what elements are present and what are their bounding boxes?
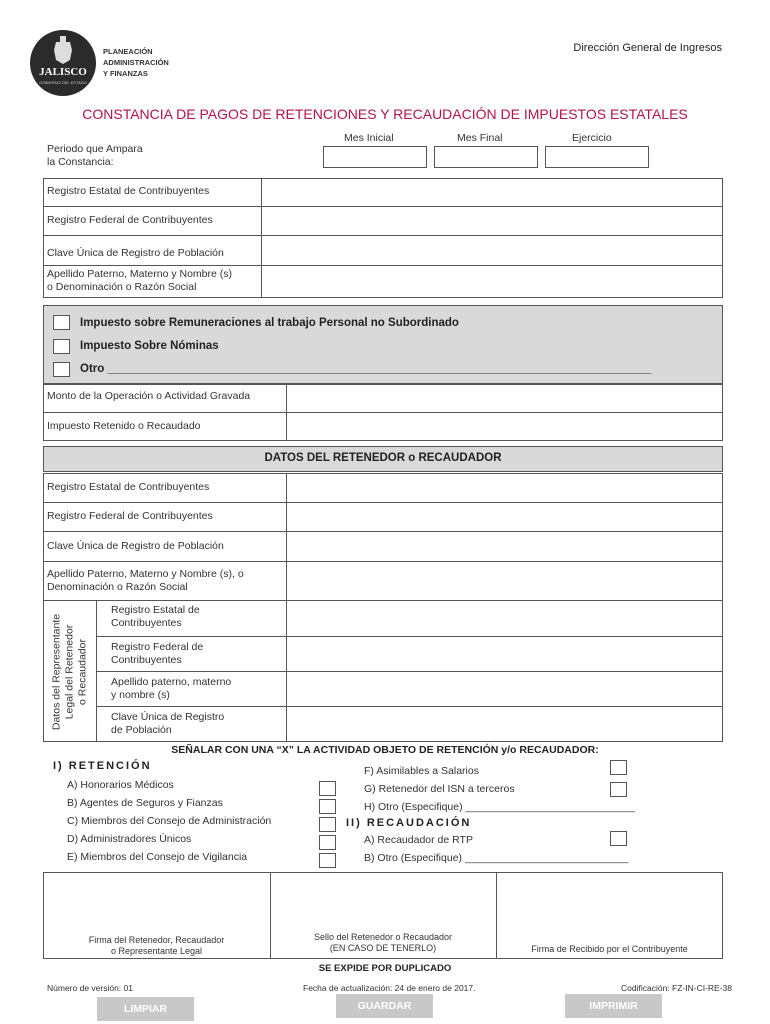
department-name — [103, 46, 169, 79]
imprimir-button[interactable]: IMPRIMIR — [565, 994, 662, 1018]
ret-nombre-label-line: Apellido Paterno, Materno y Nombre (s), o — [47, 568, 244, 580]
option-ra-checkbox[interactable] — [610, 831, 627, 846]
nombre-label — [47, 268, 232, 294]
version-number: Número de versión: 01 — [47, 983, 133, 993]
retenido-label: Impuesto Retenido o Recaudado — [47, 420, 201, 432]
mes-final-field[interactable] — [434, 146, 538, 168]
dept-line: ADMINISTRACIÓN — [103, 58, 169, 67]
firma-line: Firma del Retenedor, Recaudador — [88, 935, 225, 945]
logo-text: JALISCO — [39, 66, 87, 78]
rep-nombre-label-line: y nombre (s) — [111, 689, 170, 701]
option-g-checkbox[interactable] — [610, 782, 627, 797]
jalisco-logo — [30, 30, 96, 96]
option-a-checkbox[interactable] — [319, 781, 336, 796]
guardar-button[interactable]: GUARDAR — [336, 994, 433, 1018]
update-date: Fecha de actualización: 24 de enero de 2017. — [303, 983, 476, 993]
rep-rfc-label-line: Registro Federal de — [111, 641, 204, 653]
retenedor-rec-input[interactable] — [288, 475, 721, 501]
retenedor-nombre-input[interactable] — [288, 563, 721, 599]
monto-label: Monto de la Operación o Actividad Gravada — [47, 390, 251, 402]
contribuyente-curp-input[interactable] — [263, 237, 721, 264]
option-rb[interactable]: B) Otro (Especifique) ____________________________ — [364, 852, 629, 864]
rep-curp-label — [111, 711, 224, 737]
representante-vertical-label — [44, 602, 95, 741]
mes-inicial-label: Mes Inicial — [344, 132, 394, 144]
nominas-label: Impuesto Sobre Nóminas — [80, 340, 219, 352]
rep-curp-label-line: de Población — [111, 724, 172, 736]
firma-line: Sello del Retenedor o Recaudador — [313, 932, 453, 942]
recaudacion-title: II) RECAUDACIÓN — [346, 817, 472, 829]
rep-curp-input[interactable] — [288, 708, 721, 741]
mes-final-label: Mes Final — [457, 132, 503, 144]
firma-retenedor-label — [43, 935, 270, 957]
option-a: A) Honorarios Médicos — [67, 779, 174, 791]
option-e: E) Miembros del Consejo de Vigilancia — [67, 851, 248, 863]
option-d: D) Administradores Únicos — [67, 833, 192, 845]
ret-rfc-label: Registro Federal de Contribuyentes — [47, 510, 213, 522]
option-f-checkbox[interactable] — [610, 760, 627, 775]
logo-subtext: GOBIERNO DEL ESTADO — [39, 80, 87, 85]
option-e-checkbox[interactable] — [319, 853, 336, 868]
ejercicio-label: Ejercicio — [572, 132, 612, 144]
dept-line: Y FINANZAS — [103, 69, 148, 78]
period-label-line: la Constancia: — [47, 156, 114, 168]
rep-rfc-input[interactable] — [288, 638, 721, 670]
retenedor-title: DATOS DEL RETENEDOR o RECAUDADOR — [264, 452, 502, 464]
otro-checkbox[interactable] — [53, 362, 70, 377]
rep-rec-label — [111, 604, 200, 630]
firma-contribuyente-label: Firma de Recibido por el Contribuyente — [531, 944, 688, 954]
agency-name: Dirección General de Ingresos — [573, 42, 722, 54]
dept-line: PLANEACIÓN — [103, 47, 153, 56]
option-c-checkbox[interactable] — [319, 817, 336, 832]
page-title: CONSTANCIA DE PAGOS DE RETENCIONES Y RECAUDACIÓN DE IMPUESTOS ESTATALES — [82, 106, 688, 122]
rfc-label: Registro Federal de Contribuyentes — [47, 214, 213, 226]
option-b-checkbox[interactable] — [319, 799, 336, 814]
ret-nombre-label-line: Denominación o Razón Social — [47, 581, 188, 593]
ret-curp-label: Clave Única de Registro de Población — [47, 540, 224, 552]
rep-rfc-label — [111, 641, 203, 667]
option-ra: A) Recaudador de RTP — [364, 834, 473, 846]
rep-curp-label-line: Clave Única de Registro — [111, 711, 225, 723]
contribuyente-rfc-input[interactable] — [263, 208, 721, 234]
nombre-label-line: o Denominación o Razón Social — [47, 281, 197, 293]
option-b: B) Agentes de Seguros y Fianzas — [67, 797, 223, 809]
coat-of-arms-icon — [30, 30, 96, 96]
limpiar-button[interactable]: LIMPIAR — [97, 997, 194, 1021]
firma-line: (EN CASO DE TENERLO) — [329, 943, 437, 953]
duplicado-note: SE EXPIDE POR DUPLICADO — [318, 963, 452, 974]
mes-inicial-field[interactable] — [323, 146, 427, 168]
contribuyente-rec-input[interactable] — [263, 180, 721, 205]
option-f: F) Asimilables a Salarios — [364, 765, 479, 777]
retenedor-rfc-input[interactable] — [288, 504, 721, 530]
period-label — [47, 143, 143, 169]
rep-vertical-line: Legal del Retenedor — [63, 624, 75, 719]
ret-nombre-label — [47, 568, 244, 594]
rep-rec-label-line: Registro Estatal de — [111, 604, 200, 616]
option-c: C) Miembros del Consejo de Administración — [67, 815, 272, 827]
isr-label: Impuesto sobre Remuneraciones al trabajo Personal no Subordinado — [80, 317, 459, 329]
ejercicio-field[interactable] — [545, 146, 649, 168]
actividad-instruction: SEÑALAR CON UNA “X” LA ACTIVIDAD OBJETO DE RETENCIÓN y/o RECAUDADOR: — [171, 744, 599, 756]
rep-rec-input[interactable] — [288, 602, 721, 635]
firma-line: o Representante Legal — [110, 946, 203, 956]
rep-vertical-line: Datos del Representante — [50, 613, 62, 730]
option-g: G) Retenedor del ISN a terceros — [364, 783, 515, 795]
curp-label: Clave Única de Registro de Población — [47, 247, 224, 259]
retenedor-curp-input[interactable] — [288, 533, 721, 560]
rep-nombre-input[interactable] — [288, 673, 721, 705]
monto-input[interactable] — [288, 386, 721, 411]
retenido-input[interactable] — [288, 414, 721, 440]
otro-label[interactable]: Otro _____________________________________________________________________________________ — [80, 363, 652, 375]
ret-rec-label: Registro Estatal de Contribuyentes — [47, 481, 210, 493]
option-d-checkbox[interactable] — [319, 835, 336, 850]
rec-label: Registro Estatal de Contribuyentes — [47, 185, 210, 197]
nominas-checkbox[interactable] — [53, 339, 70, 354]
nombre-label-line: Apellido Paterno, Materno y Nombre (s) — [47, 268, 232, 280]
isr-checkbox[interactable] — [53, 315, 70, 330]
option-h[interactable]: H) Otro (Especifique) _____________________________ — [364, 801, 635, 813]
contribuyente-nombre-input[interactable] — [263, 267, 721, 297]
rep-vertical-line: o Recaudador — [76, 638, 88, 705]
rep-rec-label-line: Contribuyentes — [111, 617, 182, 629]
rep-nombre-label-line: Apellido paterno, materno — [111, 676, 232, 688]
period-label-line: Periodo que Ampara — [47, 143, 143, 155]
rep-nombre-label — [111, 676, 231, 702]
retencion-title: I) RETENCIÓN — [53, 760, 152, 772]
rep-rfc-label-line: Contribuyentes — [111, 654, 182, 666]
sello-label — [270, 932, 496, 954]
codificacion: Codificación: FZ-IN-CI-RE-38 — [621, 983, 732, 993]
